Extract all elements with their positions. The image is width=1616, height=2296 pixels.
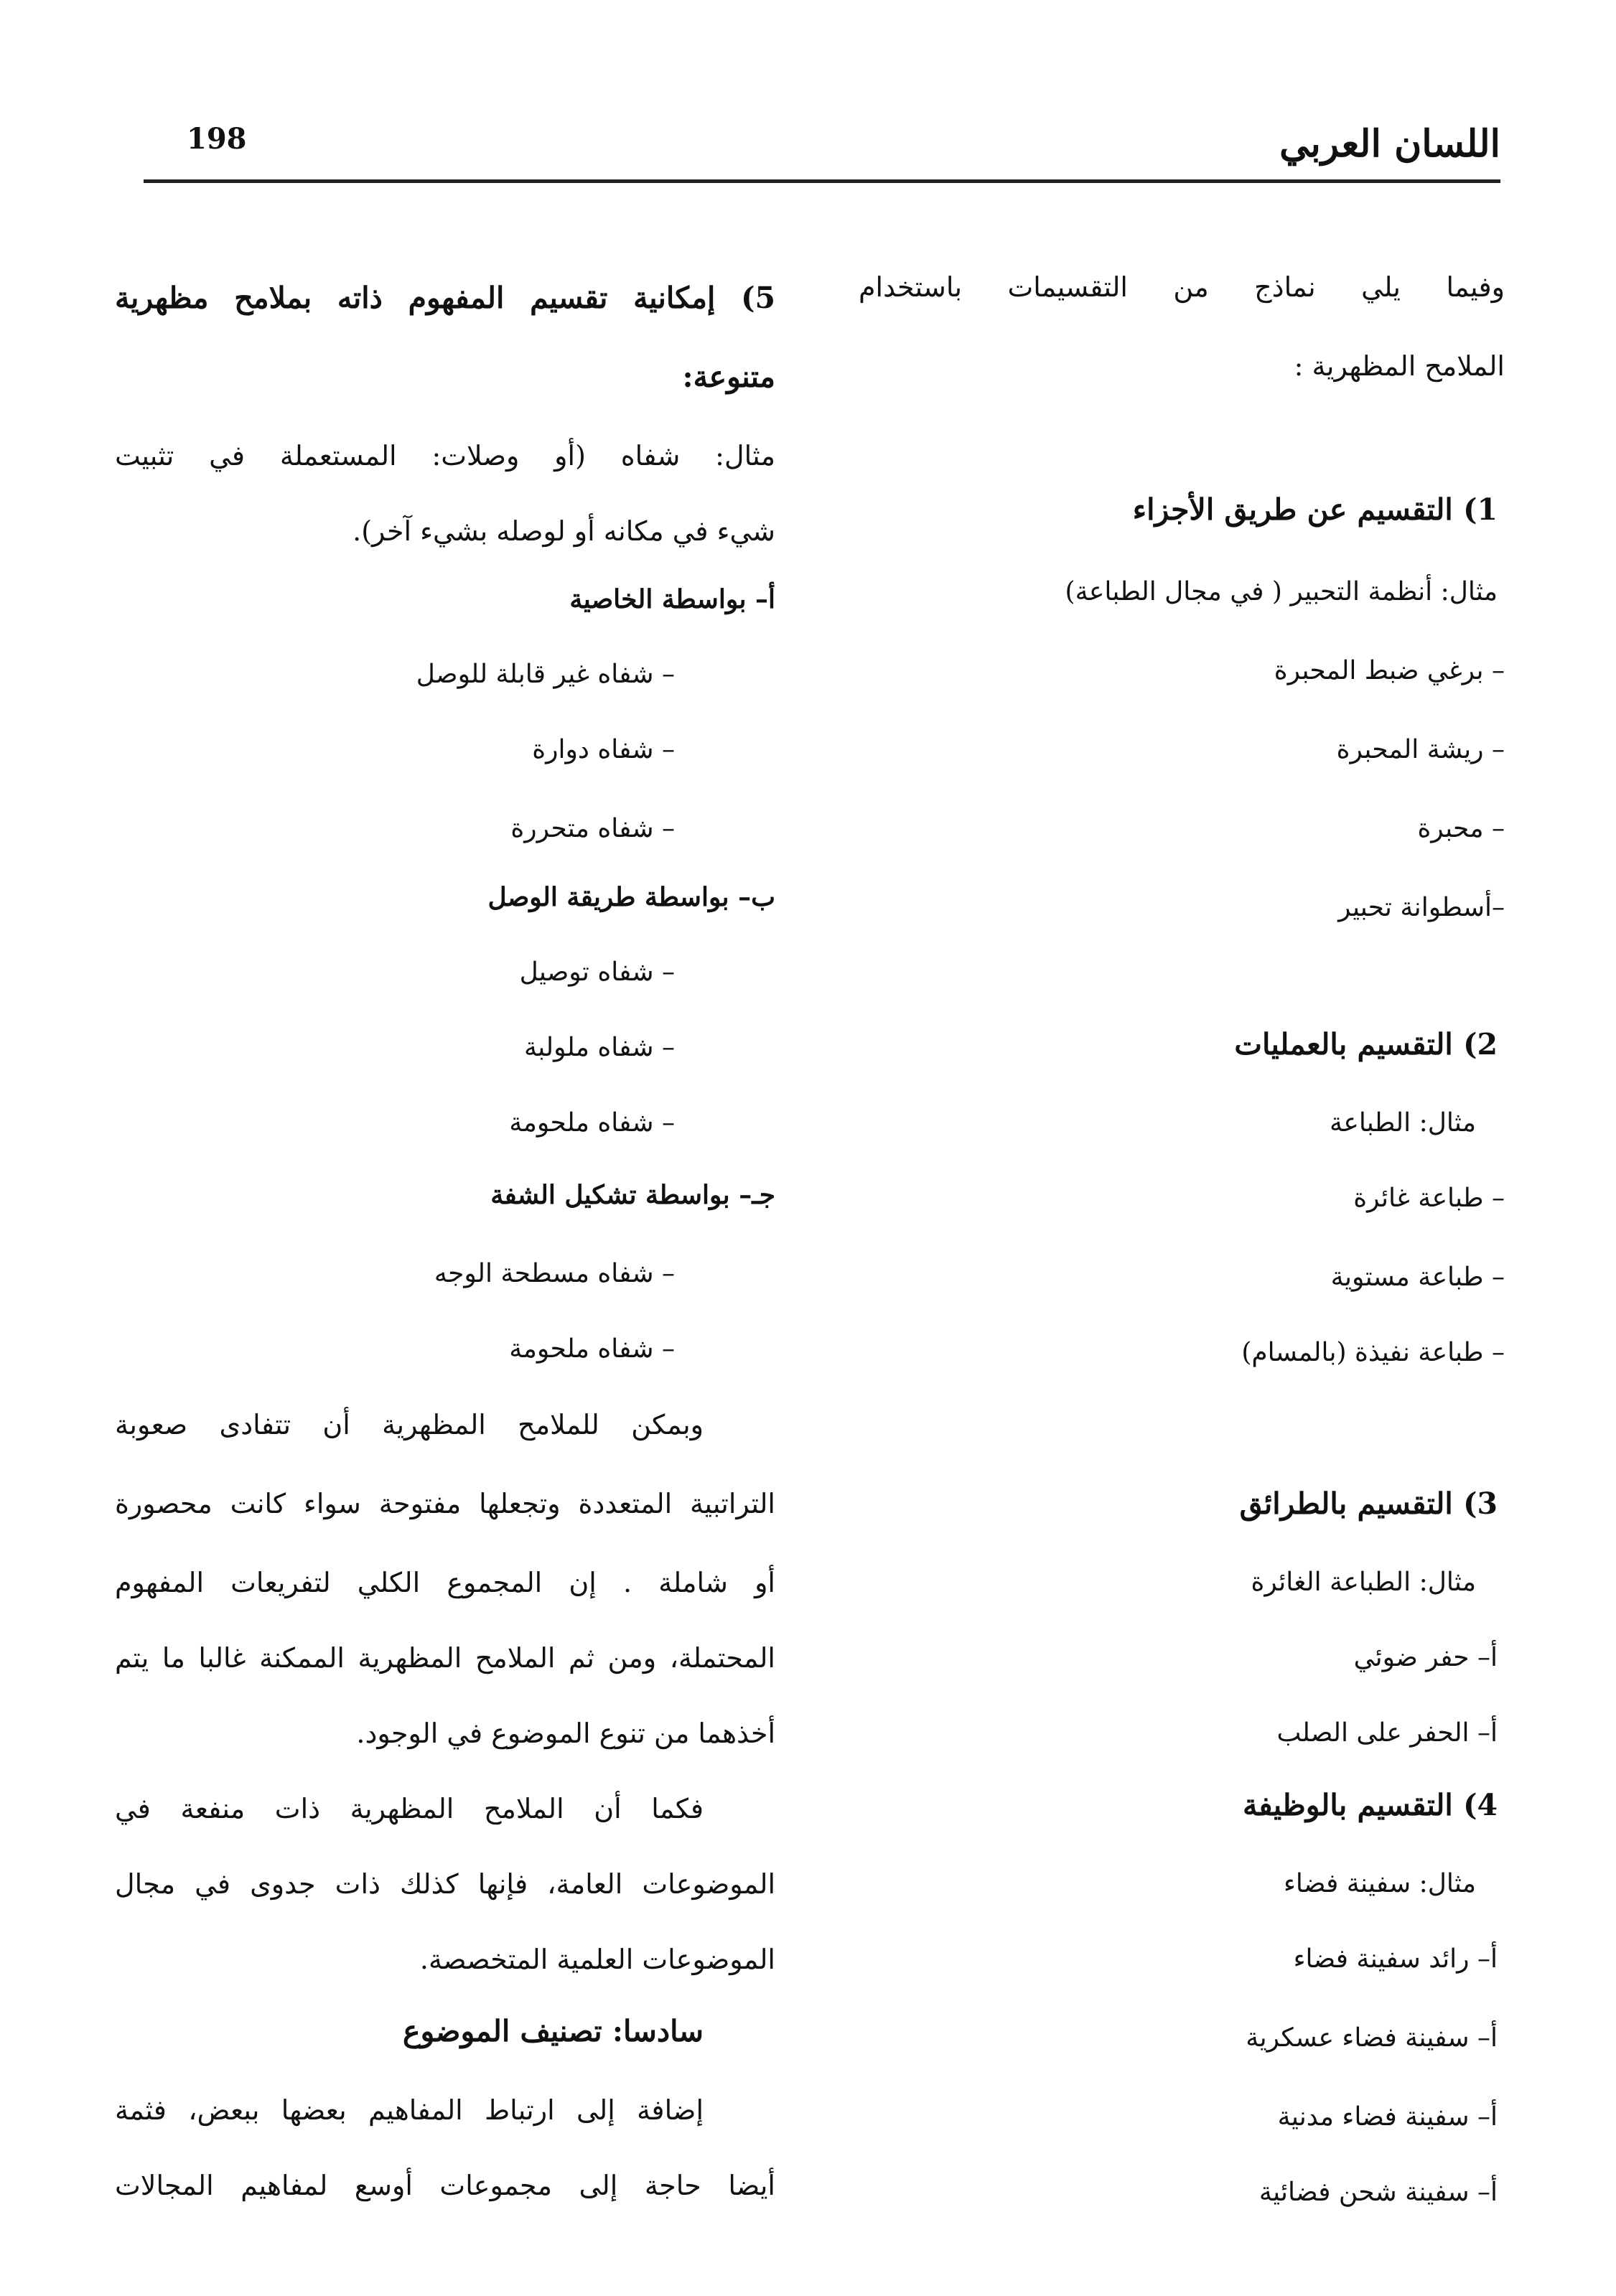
list-item: – طباعة مستوية xyxy=(1330,1262,1505,1292)
paragraph-line: المحتملة، ومن ثم الملامح المظهرية الممكنة غالبا ما يتم xyxy=(115,1642,775,1674)
list-item: –أسطوانة تحبير xyxy=(1338,893,1505,922)
example-line: مثال: شفاه (أو وصلات: المستعملة في تثبيت xyxy=(115,440,775,472)
section-heading: 4) التقسيم بالوظيفة xyxy=(1242,1788,1498,1822)
paragraph-line: أخذهما من تنوع الموضوع في الوجود. xyxy=(356,1718,775,1749)
list-item: – شفاه ملحومة xyxy=(509,1334,675,1364)
list-item: – شفاه دوارة xyxy=(532,735,675,764)
list-item: – برغي ضبط المحبرة xyxy=(1274,656,1505,685)
list-item: – محبرة xyxy=(1417,814,1505,843)
example-line: شيء في مكانه أو لوصله بشيء آخر). xyxy=(352,515,775,547)
list-item: أ– حفر ضوئي xyxy=(1353,1643,1498,1672)
list-item: – شفاه غير قابلة للوصل xyxy=(416,660,675,689)
section-heading-continued: متنوعة: xyxy=(682,360,775,394)
list-item: – طباعة غائرة xyxy=(1353,1184,1505,1213)
paragraph-line: الموضوعات العامة، فإنها كذلك ذات جدوى في مجال xyxy=(115,1868,775,1900)
list-item: – شفاه متحررة xyxy=(510,814,675,843)
example-line: مثال: أنظمة التحبير ( في مجال الطباعة) xyxy=(1065,577,1498,606)
section-six-heading: سادسا: تصنيف الموضوع xyxy=(402,2014,704,2048)
list-item: – شفاه ملولبة xyxy=(523,1033,675,1062)
header-rule xyxy=(144,179,1500,183)
page-number: 198 xyxy=(187,122,247,156)
list-item: أ– رائد سفينة فضاء xyxy=(1293,1944,1498,1974)
list-item: – طباعة نفيذة (بالمسام) xyxy=(1241,1338,1505,1367)
list-item: أ– سفينة فضاء مدنية xyxy=(1277,2102,1498,2132)
intro-line: وفيما يلي نماذج من التقسيمات باستخدام xyxy=(859,271,1505,303)
group-title: ب– بواسطة طريقة الوصل xyxy=(487,882,775,912)
paragraph-line: فكما أن الملامح المظهرية ذات منفعة في xyxy=(115,1793,704,1824)
group-title: جـ– بواسطة تشكيل الشفة xyxy=(490,1180,775,1210)
paragraph-line: الموضوعات العلمية المتخصصة. xyxy=(419,1944,775,1975)
section-heading: 1) التقسيم عن طريق الأجزاء xyxy=(1132,492,1498,527)
paragraph-line: التراتبية المتعددة وتجعلها مفتوحة سواء كانت محصورة xyxy=(115,1488,775,1519)
example-line: مثال: سفينة فضاء xyxy=(1283,1869,1476,1898)
journal-title: اللسان العربي xyxy=(1279,122,1500,166)
group-title: أ– بواسطة الخاصية xyxy=(569,584,775,614)
list-item: أ– سفينة فضاء عسكرية xyxy=(1246,2023,1498,2053)
section-heading: 5) إمكانية تقسيم المفهوم ذاته بملامح مظهرية xyxy=(115,281,775,315)
section-heading: 2) التقسيم بالعمليات xyxy=(1234,1027,1498,1062)
example-line: مثال: الطباعة xyxy=(1330,1108,1476,1138)
example-line: مثال: الطباعة الغائرة xyxy=(1251,1568,1476,1597)
paragraph-line: أيضا حاجة إلى مجموعات أوسع لمفاهيم المجالات xyxy=(115,2170,775,2201)
paragraph-line: أو شاملة . إن المجموع الكلي لتفريعات المفهوم xyxy=(115,1567,775,1598)
list-item: أ– الحفر على الصلب xyxy=(1276,1718,1498,1748)
paragraph-line: وبمكن للملامح المظهرية أن تتفادى صعوبة xyxy=(115,1409,704,1440)
list-item: – شفاه توصيل xyxy=(519,957,675,987)
list-item: – شفاه ملحومة xyxy=(509,1108,675,1138)
section-heading: 3) التقسيم بالطرائق xyxy=(1239,1486,1498,1521)
list-item: أ– سفينة شحن فضائية xyxy=(1258,2178,1498,2207)
page-header xyxy=(144,122,1500,187)
paragraph-line: إضافة إلى ارتباط المفاهيم بعضها ببعض، فثمة xyxy=(115,2094,704,2126)
list-item: – شفاه مسطحة الوجه xyxy=(434,1259,675,1288)
intro-line: الملامح المظهرية : xyxy=(1294,350,1505,382)
list-item: – ريشة المحبرة xyxy=(1336,735,1505,764)
